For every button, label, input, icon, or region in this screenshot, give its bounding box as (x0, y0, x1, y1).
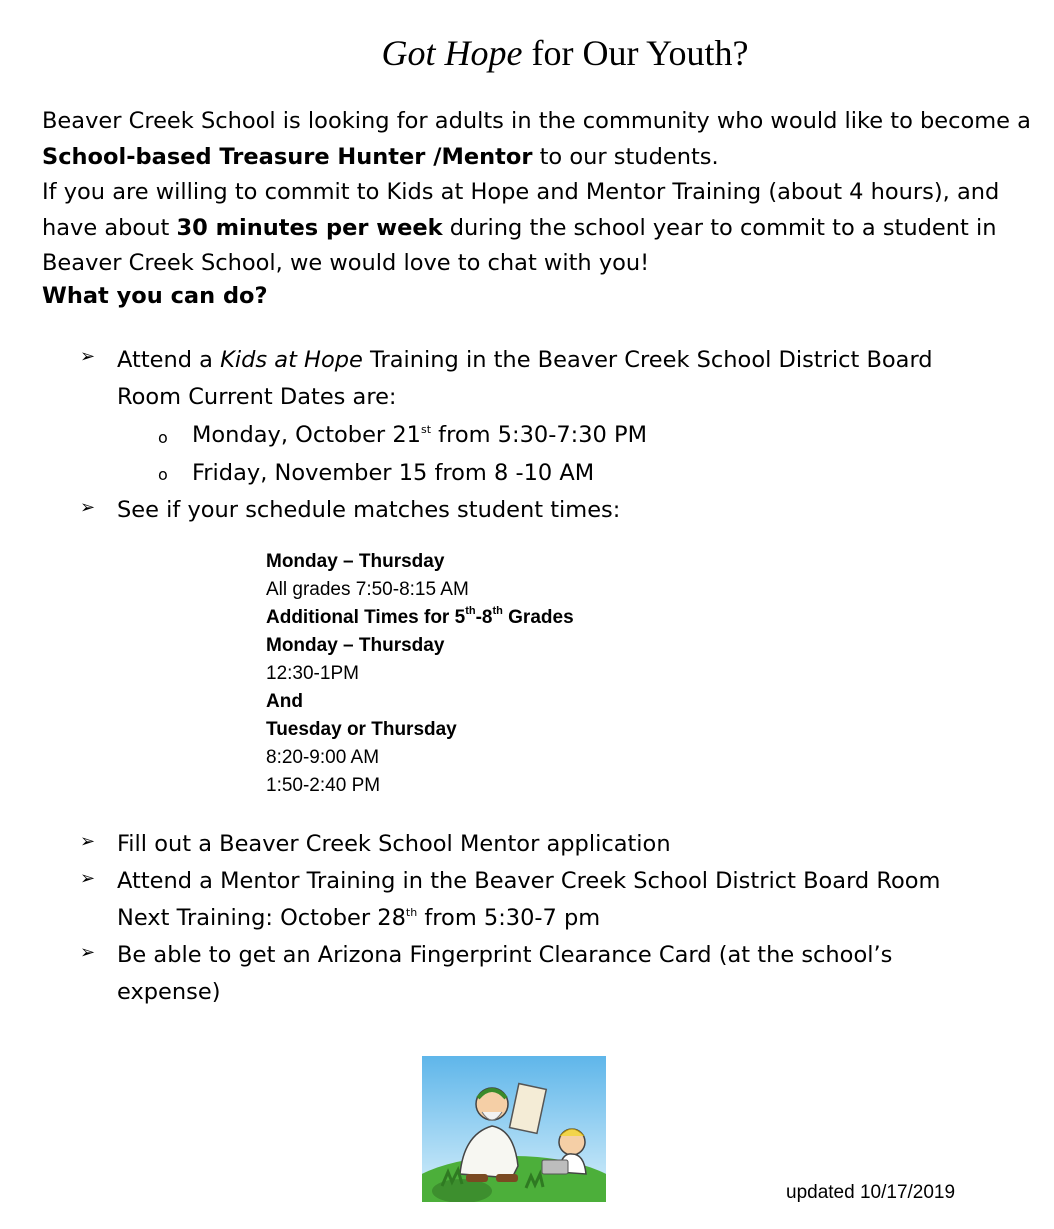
what-you-can-do-heading: What you can do? (42, 283, 268, 309)
updated-date: updated 10/17/2019 (786, 1182, 956, 1203)
bullet-text: Attend a Mentor Training in the Beaver Creek School District Board Room (117, 868, 941, 894)
schedule-sup: th (492, 605, 503, 617)
date-text: Monday, October 21 (192, 422, 421, 448)
bullet-schedule: See if your schedule matches student times: (117, 497, 621, 523)
kids-at-hope-italic: Kids at Hope (220, 347, 363, 373)
schedule-block (266, 548, 574, 800)
intro-time-bold: 30 minutes per week (176, 214, 443, 241)
title-rest: for Our Youth? (522, 33, 749, 73)
schedule-text: Grades (502, 607, 574, 628)
arrow-bullet-icon: ➢ (80, 942, 96, 963)
schedule-and: And (266, 691, 303, 712)
bullet-text: Be able to get an Arizona Fingerprint Clearance Card (at the school’s (117, 942, 893, 968)
date-text: from 5:30-7:30 PM (431, 422, 647, 448)
bullet-text: from 5:30-7 pm (417, 905, 601, 931)
title-italic: Got Hope (381, 33, 523, 73)
intro-text: to our students. (532, 143, 719, 170)
bullet-attend-kids-at-hope (117, 342, 933, 416)
bullet-mentor-training (117, 863, 940, 937)
intro-text: If you are willing to commit to Kids at Hope and Mentor Training (about 4 hours), and have about (42, 179, 1000, 241)
intro-paragraph (42, 104, 1032, 282)
bullet-text: Training in the Beaver Creek School District Board (362, 347, 933, 373)
bullet-text: expense) (117, 979, 221, 1005)
schedule-time: 1:50-2:40 PM (266, 775, 381, 796)
bullet-text: Next Training: October 28 (117, 905, 406, 931)
bullet-application: Fill out a Beaver Creek School Mentor application (117, 831, 671, 857)
schedule-time: 12:30-1PM (266, 663, 359, 684)
date-friday: Friday, November 15 from 8 -10 AM (192, 460, 595, 486)
date-monday (192, 417, 647, 454)
intro-text: during the school year to commit to a student in Beaver Creek School, we would love to chat with you! (42, 214, 997, 276)
bullet-text: Room Current Dates are: (117, 384, 397, 410)
schedule-days: Tuesday or Thursday (266, 719, 457, 740)
bullet-text: Attend a (117, 347, 221, 373)
date-sup: st (420, 423, 432, 436)
arrow-bullet-icon: ➢ (80, 346, 96, 367)
sub-bullet-icon: o (158, 428, 168, 447)
schedule-days: Monday – Thursday (266, 635, 445, 656)
schedule-text: -8 (475, 607, 493, 628)
schedule-sup: th (465, 605, 476, 617)
schedule-additional (266, 604, 574, 632)
intro-text: Beaver Creek School is looking for adults in the community who would like to become a (42, 108, 1031, 134)
schedule-time: 8:20-9:00 AM (266, 747, 380, 768)
bullet-fingerprint (117, 937, 892, 1011)
page-title (0, 32, 1054, 74)
treasure-hunter-clipart-icon (422, 1056, 606, 1202)
arrow-bullet-icon: ➢ (80, 831, 96, 852)
training-sup: th (405, 906, 418, 919)
schedule-text: Additional Times for 5 (266, 607, 466, 628)
sub-bullet-icon: o (158, 465, 168, 484)
arrow-bullet-icon: ➢ (80, 497, 96, 518)
arrow-bullet-icon: ➢ (80, 868, 96, 889)
schedule-days: Monday – Thursday (266, 551, 445, 572)
intro-role-bold: School-based Treasure Hunter /Mentor (42, 143, 533, 170)
schedule-time: All grades 7:50-8:15 AM (266, 579, 469, 600)
